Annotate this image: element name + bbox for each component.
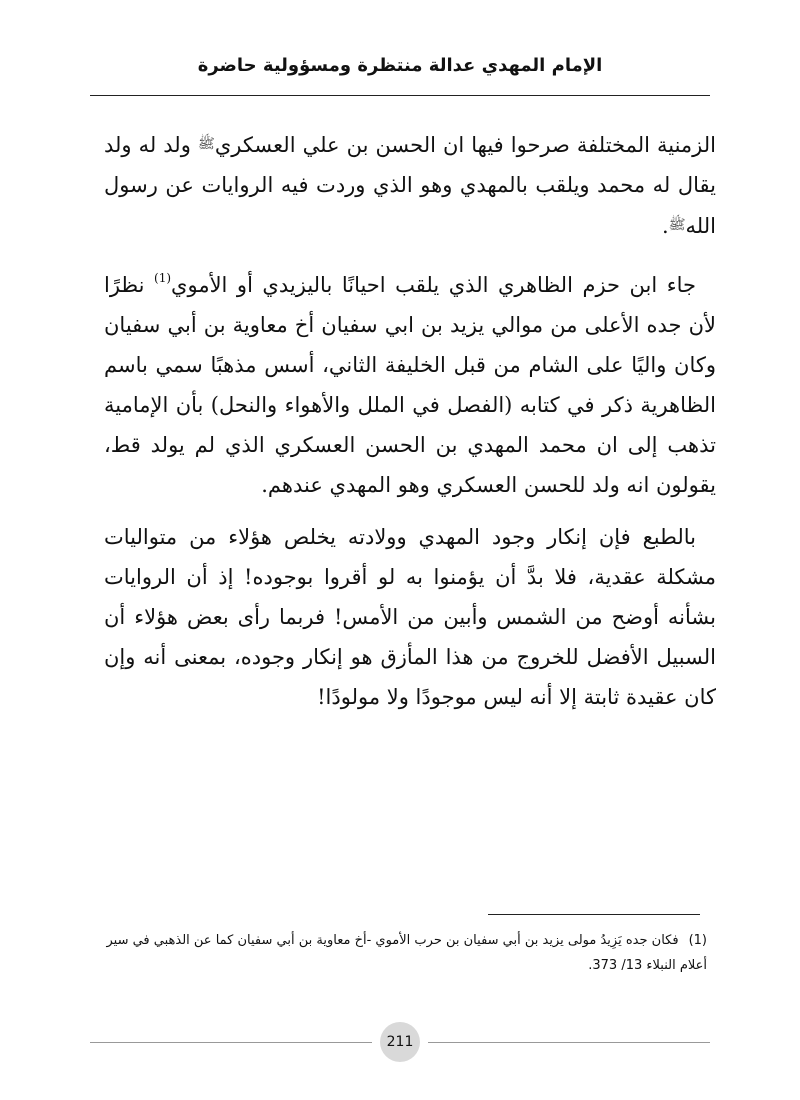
footer-rule-left (90, 1042, 372, 1043)
page-number-badge (380, 1022, 420, 1062)
paragraph-2 (104, 258, 716, 505)
paragraph-1-part-2: ولد له ولد يقال له محمد ويلقب بالمهدي وهو الذي وردت فيه الروايات عن رسول الله (104, 133, 716, 238)
footnote-text: فكان جده يَزِيدُ مولى يزيد بن أبي سفيان بن حرب الأموي -أخ معاوية بن أبي سفيان كما عن الذهبي في سير أعلام النبلاء 13/ 373. (106, 933, 707, 973)
paragraph-1-part-1: الزمنية المختلفة صرحوا فيها ان الحسن بن علي العسكري (214, 133, 717, 157)
footnote (95, 928, 707, 978)
page-footer (90, 1022, 710, 1062)
honorific-icon: ﷺ (197, 136, 215, 152)
paragraph-2-part-2: نظرًا لأن جده الأعلى من موالي يزيد بن ابي سفيان أخ معاوية بن أبي سفيان وكان واليًا على الشام من قبل الخليفة الثاني، أسس مذهبًا سمي باسم الظاهرية ذكر في كتابه (الفصل في الملل والأهواء والنحل) بأن الإمامية تذهب إلى ان محمد المهدي بن الحسن العسكري الذي لم يولد قط، يقولون انه ولد للحسن العسكري وهو المهدي عندهم. (104, 273, 716, 497)
paragraph-2-part-1: جاء ابن حزم الظاهري الذي يلقب احيانًا باليزيدي أو الأموي (171, 273, 696, 297)
main-text (104, 124, 716, 729)
paragraph-1-part-3: . (661, 214, 669, 238)
paragraph-1 (104, 124, 716, 246)
footnote-reference[interactable]: (1) (154, 271, 172, 285)
footer-rule-right (428, 1042, 710, 1043)
footnote-marker: (1) (688, 933, 707, 948)
paragraph-3: بالطبع فإن إنكار وجود المهدي وولادته يخلص هؤلاء من متواليات مشكلة عقدية، فلا بدَّ أن يؤمنوا به لو أقروا بوجوده! إذ أن الروايات بشأنه أوضح من الشمس وأبين من الأمس! فربما رأى بعض هؤلاء أن السبيل الأفضل للخروج من هذا المأزق هو إنكار وجوده، بمعنى أنه وإن كان عقيدة ثابتة إلا أنه ليس موجودًا ولا مولودًا! (104, 525, 716, 709)
page-number: 211 (386, 1034, 414, 1050)
footnote-divider (488, 914, 700, 915)
header-divider (90, 95, 710, 96)
honorific-icon: ﷺ (668, 217, 686, 233)
running-header: الإمام المهدي عدالة منتظرة ومسؤولية حاضرة (197, 55, 603, 76)
